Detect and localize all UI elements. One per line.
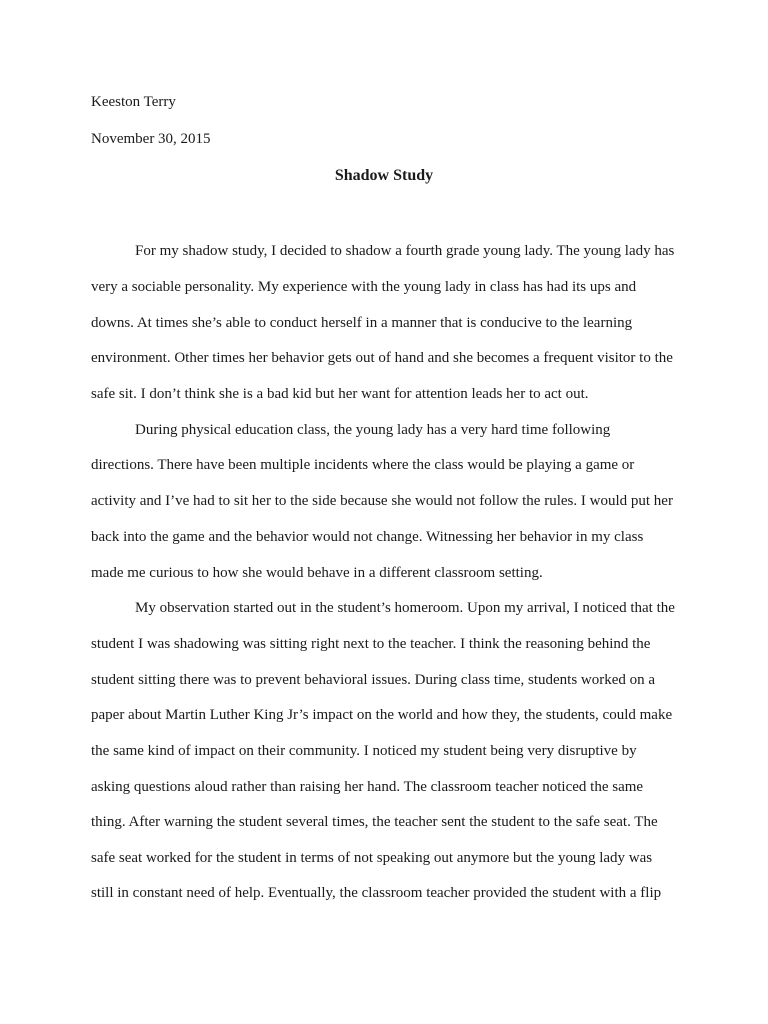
paragraph-line: activity and I’ve had to sit her to the side because she would not follow the rules. I would put her: [91, 493, 673, 509]
paragraph-line: thing. After warning the student several times, the teacher sent the student to the safe seat. The: [91, 814, 658, 830]
author-name: Keeston Terry: [91, 94, 176, 110]
document-date: November 30, 2015: [91, 131, 211, 147]
paragraph-line: back into the game and the behavior would not change. Witnessing her behavior in my class: [91, 529, 644, 545]
paragraph-line: asking questions aloud rather than raising her hand. The classroom teacher noticed the same: [91, 779, 644, 795]
paragraph-line: the same kind of impact on their community. I noticed my student being very disruptive by: [91, 743, 637, 759]
paragraph-line: made me curious to how she would behave in a different classroom setting.: [91, 565, 543, 581]
paragraph-line: student I was shadowing was sitting right next to the teacher. I think the reasoning behind the: [91, 636, 651, 652]
paragraph-line: very a sociable personality. My experience with the young lady in class has had its ups and: [91, 279, 637, 295]
paragraph-line: directions. There have been multiple incidents where the class would be playing a game or: [91, 457, 635, 473]
paragraph-line: paper about Martin Luther King Jr’s impact on the world and how they, the students, could make: [91, 707, 673, 723]
paragraph-line: downs. At times she’s able to conduct herself in a manner that is conducive to the learning: [91, 315, 633, 331]
paragraph-line: safe seat worked for the student in terms of not speaking out anymore but the young lady was: [91, 850, 653, 866]
document-title: Shadow Study: [334, 167, 434, 184]
paragraph-line: My observation started out in the student’s homeroom. Upon my arrival, I noticed that the: [135, 600, 675, 616]
paragraph-line: environment. Other times her behavior gets out of hand and she becomes a frequent visitor to the: [91, 350, 673, 366]
paragraph-line: safe sit. I don’t think she is a bad kid but her want for attention leads her to act out.: [91, 386, 589, 402]
paragraph-line: For my shadow study, I decided to shadow a fourth grade young lady. The young lady has: [135, 243, 675, 259]
paragraph-line: student sitting there was to prevent behavioral issues. During class time, students worked on a: [91, 672, 656, 688]
paragraph-line: still in constant need of help. Eventually, the classroom teacher provided the student with a flip: [91, 885, 662, 901]
paragraph-line: During physical education class, the young lady has a very hard time following: [135, 422, 611, 438]
